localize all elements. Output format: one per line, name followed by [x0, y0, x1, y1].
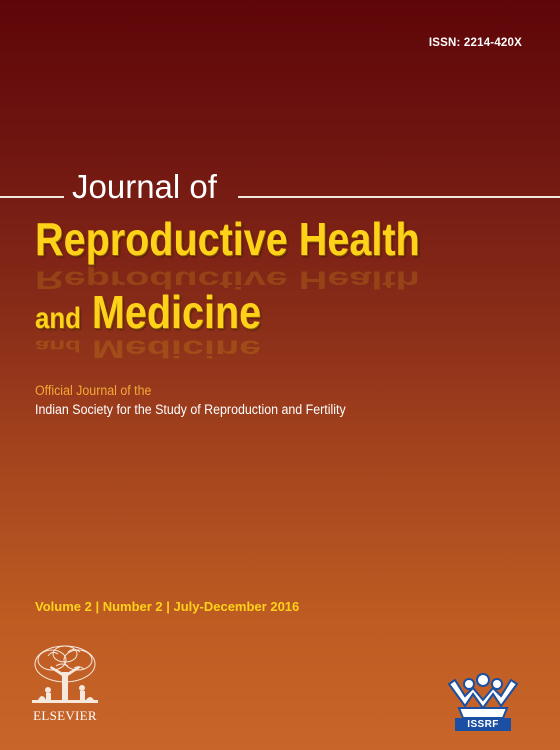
title-reflection-line1: Reproductive Health: [35, 266, 420, 295]
elsevier-tree-icon: [28, 642, 102, 708]
issrf-label: ISSRF: [455, 718, 511, 731]
issrf-figures-icon: [445, 670, 521, 722]
volume-issue-info: Volume 2 | Number 2 | July-December 2016: [35, 599, 300, 614]
journal-title-line1: Reproductive Health: [35, 213, 420, 265]
title-rule-left: [0, 196, 64, 198]
society-name: Indian Society for the Study of Reproduction and Fertility: [35, 402, 346, 417]
issn-number: ISSN: 2214-420X: [428, 37, 522, 49]
title-rule-right: [238, 196, 560, 198]
official-journal-label: Official Journal of the: [35, 383, 152, 398]
title-reflection-line2: and Medicine: [35, 335, 262, 364]
journal-of-heading: Journal of: [72, 168, 217, 205]
publisher-name: ELSEVIER: [33, 708, 97, 723]
title-medicine: Medicine: [91, 286, 262, 338]
title-and: and: [35, 302, 81, 335]
journal-title-line2: [35, 286, 262, 338]
